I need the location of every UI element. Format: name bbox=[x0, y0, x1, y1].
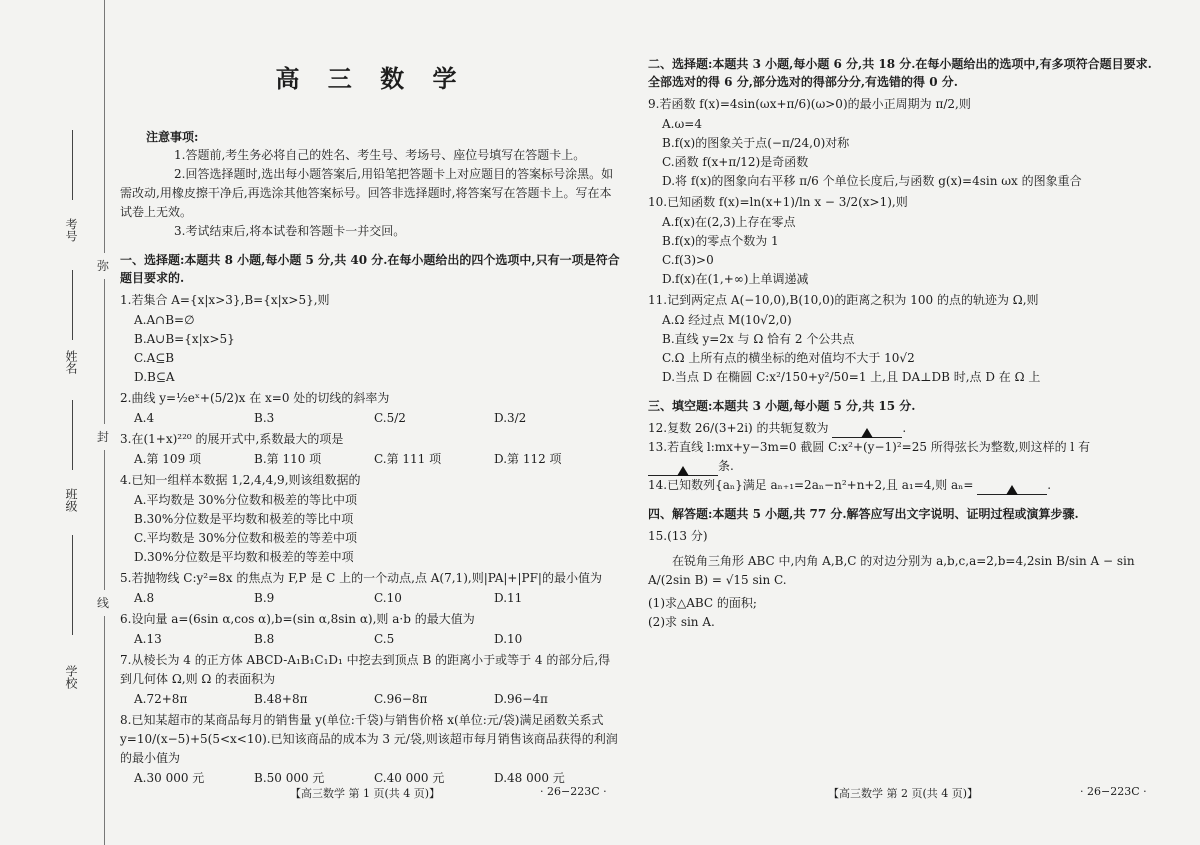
option: D.将 f(x)的图象向右平移 π/6 个单位长度后,与函数 g(x)=4sin ωx 的图象重合 bbox=[662, 174, 1082, 188]
question-3: 3.在(1+x)²²⁰ 的展开式中,系数最大的项是 bbox=[120, 432, 344, 446]
option: A.Ω 经过点 M(10√2,0) bbox=[662, 313, 792, 327]
option: B.8 bbox=[254, 632, 275, 646]
option: A.平均数是 30%分位数和极差的等比中项 bbox=[134, 493, 357, 507]
option: C.5 bbox=[374, 632, 395, 646]
page-code: · 26−223C · bbox=[540, 785, 607, 798]
option: B.f(x)的图象关于点(−π/24,0)对称 bbox=[662, 136, 850, 150]
exam-title: 高 三 数 学 bbox=[275, 64, 467, 93]
options-1 bbox=[134, 311, 622, 387]
option: C.平均数是 30%分位数和极差的等差中项 bbox=[134, 531, 358, 545]
options-6 bbox=[134, 630, 622, 649]
triangle-icon bbox=[861, 428, 873, 438]
question-11: 11.记到两定点 A(−10,0),B(10,0)的距离之积为 100 的点的轨迹为 Ω,则 bbox=[648, 293, 1039, 307]
option: B.30%分位数是平均数和极差的等比中项 bbox=[134, 512, 354, 526]
option: C.40 000 元 bbox=[374, 771, 445, 785]
option: B.第 110 项 bbox=[254, 452, 322, 466]
question-15-body: 在锐角三角形 ABC 中,内角 A,B,C 的对边分别为 a,b,c,a=2,b=4,2sin B/sin A − sin A/(2sin B) = √15 sin C. bbox=[648, 554, 1135, 587]
option: D.3/2 bbox=[494, 411, 527, 425]
option: A.72+8π bbox=[134, 692, 188, 706]
option: A.30 000 元 bbox=[134, 771, 205, 785]
option: B.3 bbox=[254, 411, 275, 425]
question-7: 7.从棱长为 4 的正方体 ABCD-A₁B₁C₁D₁ 中挖去到顶点 B 的距离小于或等于 4 的部分后,得到几何体 Ω,则 Ω 的表面积为 bbox=[120, 653, 611, 686]
option: D.96−4π bbox=[494, 692, 548, 706]
option: A.4 bbox=[134, 411, 155, 425]
option: D.第 112 项 bbox=[494, 452, 562, 466]
binding-line bbox=[104, 0, 105, 845]
option: B.9 bbox=[254, 591, 275, 605]
options-4 bbox=[134, 491, 622, 567]
option: A.A∩B=∅ bbox=[134, 313, 195, 327]
notice-heading: 注意事项: bbox=[146, 130, 199, 144]
option: C.f(3)>0 bbox=[662, 253, 714, 267]
question-15-part1: (1)求△ABC 的面积; bbox=[648, 596, 757, 610]
seal-feng: 封 bbox=[90, 424, 116, 450]
question-13 bbox=[648, 438, 1152, 476]
page-1 bbox=[120, 0, 622, 790]
question-15-part2: (2)求 sin A. bbox=[648, 615, 715, 629]
option: D.48 000 元 bbox=[494, 771, 565, 785]
question-15-heading: 15.(13 分) bbox=[648, 529, 708, 543]
question-5: 5.若抛物线 C:y²=8x 的焦点为 F,P 是 C 上的一个动点,点 A(7,1),则|PA|+|PF|的最小值为 bbox=[120, 571, 602, 585]
page-footer: 【高三数学 第 2 页(共 4 页)】 bbox=[828, 787, 979, 800]
field-school: 学校 bbox=[64, 665, 78, 689]
option: D.30%分位数是平均数和极差的等差中项 bbox=[134, 550, 354, 564]
question-text: 13.若直线 l:mx+y−3m=0 截圆 C:x²+(y−1)²=25 所得弦长为整数,则这样的 l 有 bbox=[648, 440, 1091, 454]
option: D.11 bbox=[494, 591, 523, 605]
option: B.f(x)的零点个数为 1 bbox=[662, 234, 779, 248]
question-4: 4.已知一组样本数据 1,2,4,4,9,则该组数据的 bbox=[120, 473, 361, 487]
option: A.8 bbox=[134, 591, 155, 605]
option: C.A⊆B bbox=[134, 351, 175, 365]
seal-mi: 弥 bbox=[90, 253, 116, 279]
option: D.f(x)在(1,+∞)上单调递减 bbox=[662, 272, 809, 286]
question-1: 1.若集合 A={x|x>3},B={x|x>5},则 bbox=[120, 293, 330, 307]
option: C.10 bbox=[374, 591, 402, 605]
question-text: 14.已知数列{aₙ}满足 aₙ₊₁=2aₙ−n²+n+2,且 a₁=4,则 aₙ= bbox=[648, 478, 974, 492]
question-9: 9.若函数 f(x)=4sin(ωx+π/6)(ω>0)的最小正周期为 π/2,则 bbox=[648, 97, 971, 111]
section-heading: 二、选择题:本题共 3 小题,每小题 6 分,共 18 分.在每小题给出的选项中,有多项符合题目要求.全部选对的得 6 分,部分选对的得部分分,有选错的得 0 分. bbox=[648, 57, 1152, 89]
question-14 bbox=[648, 476, 1152, 495]
option: B.直线 y=2x 与 Ω 恰有 2 个公共点 bbox=[662, 332, 855, 346]
field-exam-number: 考号 bbox=[64, 218, 78, 242]
section-heading: 四、解答题:本题共 5 小题,共 77 分.解答应写出文字说明、证明过程或演算步骤. bbox=[648, 507, 1079, 521]
options-9 bbox=[662, 115, 1152, 191]
question-6: 6.设向量 a=(6sin α,cos α),b=(sin α,8sin α),则 a·b 的最大值为 bbox=[120, 612, 475, 626]
option: A.13 bbox=[134, 632, 162, 646]
option: A.第 109 项 bbox=[134, 452, 202, 466]
option: C.96−8π bbox=[374, 692, 428, 706]
option: B.A∪B={x|x>5} bbox=[134, 332, 235, 346]
option: C.5/2 bbox=[374, 411, 406, 425]
field-name: 姓名 bbox=[64, 350, 78, 374]
option: C.Ω 上所有点的横坐标的绝对值均不大于 10√2 bbox=[662, 351, 915, 365]
question-8: 8.已知某超市的某商品每月的销售量 y(单位:千袋)与销售价格 x(单位:元/袋)满足函数关系式 y=10/(x−5)+5(5<x<10).已知该商品的成本为 3 元/袋,则该超市每月销售该商品获得的利润的最小值为 bbox=[120, 713, 618, 765]
options-7 bbox=[134, 690, 622, 709]
option: D.B⊆A bbox=[134, 370, 175, 384]
page-code: · 26−223C · bbox=[1080, 785, 1147, 798]
notice-block bbox=[120, 128, 622, 241]
notice-item: 3.考试结束后,将本试卷和答题卡一并交回。 bbox=[174, 224, 406, 238]
section-heading: 一、选择题:本题共 8 小题,每小题 5 分,共 40 分.在每小题给出的四个选项中,只有一项是符合题目要求的. bbox=[120, 253, 620, 285]
question-10: 10.已知函数 f(x)=ln(x+1)/ln x − 3/2(x>1),则 bbox=[648, 195, 908, 209]
answer-blank bbox=[648, 461, 718, 476]
option: D.当点 D 在椭圆 C:x²/150+y²/50=1 上,且 DA⊥DB 时,点 D 在 Ω 上 bbox=[662, 370, 1041, 384]
page-2 bbox=[648, 0, 1152, 632]
field-line bbox=[72, 270, 73, 340]
question-text: 12.复数 26/(3+2i) 的共轭复数为 bbox=[648, 421, 829, 435]
section-heading: 三、填空题:本题共 3 小题,每小题 5 分,共 15 分. bbox=[648, 399, 916, 413]
options-11 bbox=[662, 311, 1152, 387]
field-class: 班级 bbox=[64, 488, 78, 512]
page-footer: 【高三数学 第 1 页(共 4 页)】 bbox=[290, 787, 441, 800]
option: B.50 000 元 bbox=[254, 771, 325, 785]
answer-blank bbox=[977, 480, 1047, 495]
option: B.48+8π bbox=[254, 692, 308, 706]
options-5 bbox=[134, 589, 622, 608]
answer-blank bbox=[832, 423, 902, 438]
field-line bbox=[72, 535, 73, 635]
seal-xian: 线 bbox=[90, 590, 116, 616]
question-text: . bbox=[902, 421, 907, 435]
question-2: 2.曲线 y=½eˣ+(5/2)x 在 x=0 处的切线的斜率为 bbox=[120, 391, 390, 405]
options-3 bbox=[134, 450, 622, 469]
notice-item: 1.答题前,考生务必将自己的姓名、考生号、考场号、座位号填写在答题卡上。 bbox=[174, 148, 586, 162]
options-10 bbox=[662, 213, 1152, 289]
triangle-icon bbox=[1006, 485, 1018, 495]
question-text: 条. bbox=[718, 459, 734, 473]
option: C.第 111 项 bbox=[374, 452, 442, 466]
triangle-icon bbox=[677, 466, 689, 476]
field-line bbox=[72, 130, 73, 200]
option: A.f(x)在(2,3)上存在零点 bbox=[662, 215, 796, 229]
option: A.ω=4 bbox=[662, 117, 702, 131]
question-text: . bbox=[1047, 478, 1052, 492]
option: C.函数 f(x+π/12)是奇函数 bbox=[662, 155, 809, 169]
option: D.10 bbox=[494, 632, 523, 646]
notice-item: 2.回答选择题时,选出每小题答案后,用铅笔把答题卡上对应题目的答案标号涂黑。如需改动,用橡皮擦干净后,再选涂其他答案标号。回答非选择题时,将答案写在答题卡上。写在本试卷上无效。 bbox=[120, 167, 614, 219]
field-line bbox=[72, 400, 73, 470]
question-12 bbox=[648, 419, 1152, 438]
options-2 bbox=[134, 409, 622, 428]
